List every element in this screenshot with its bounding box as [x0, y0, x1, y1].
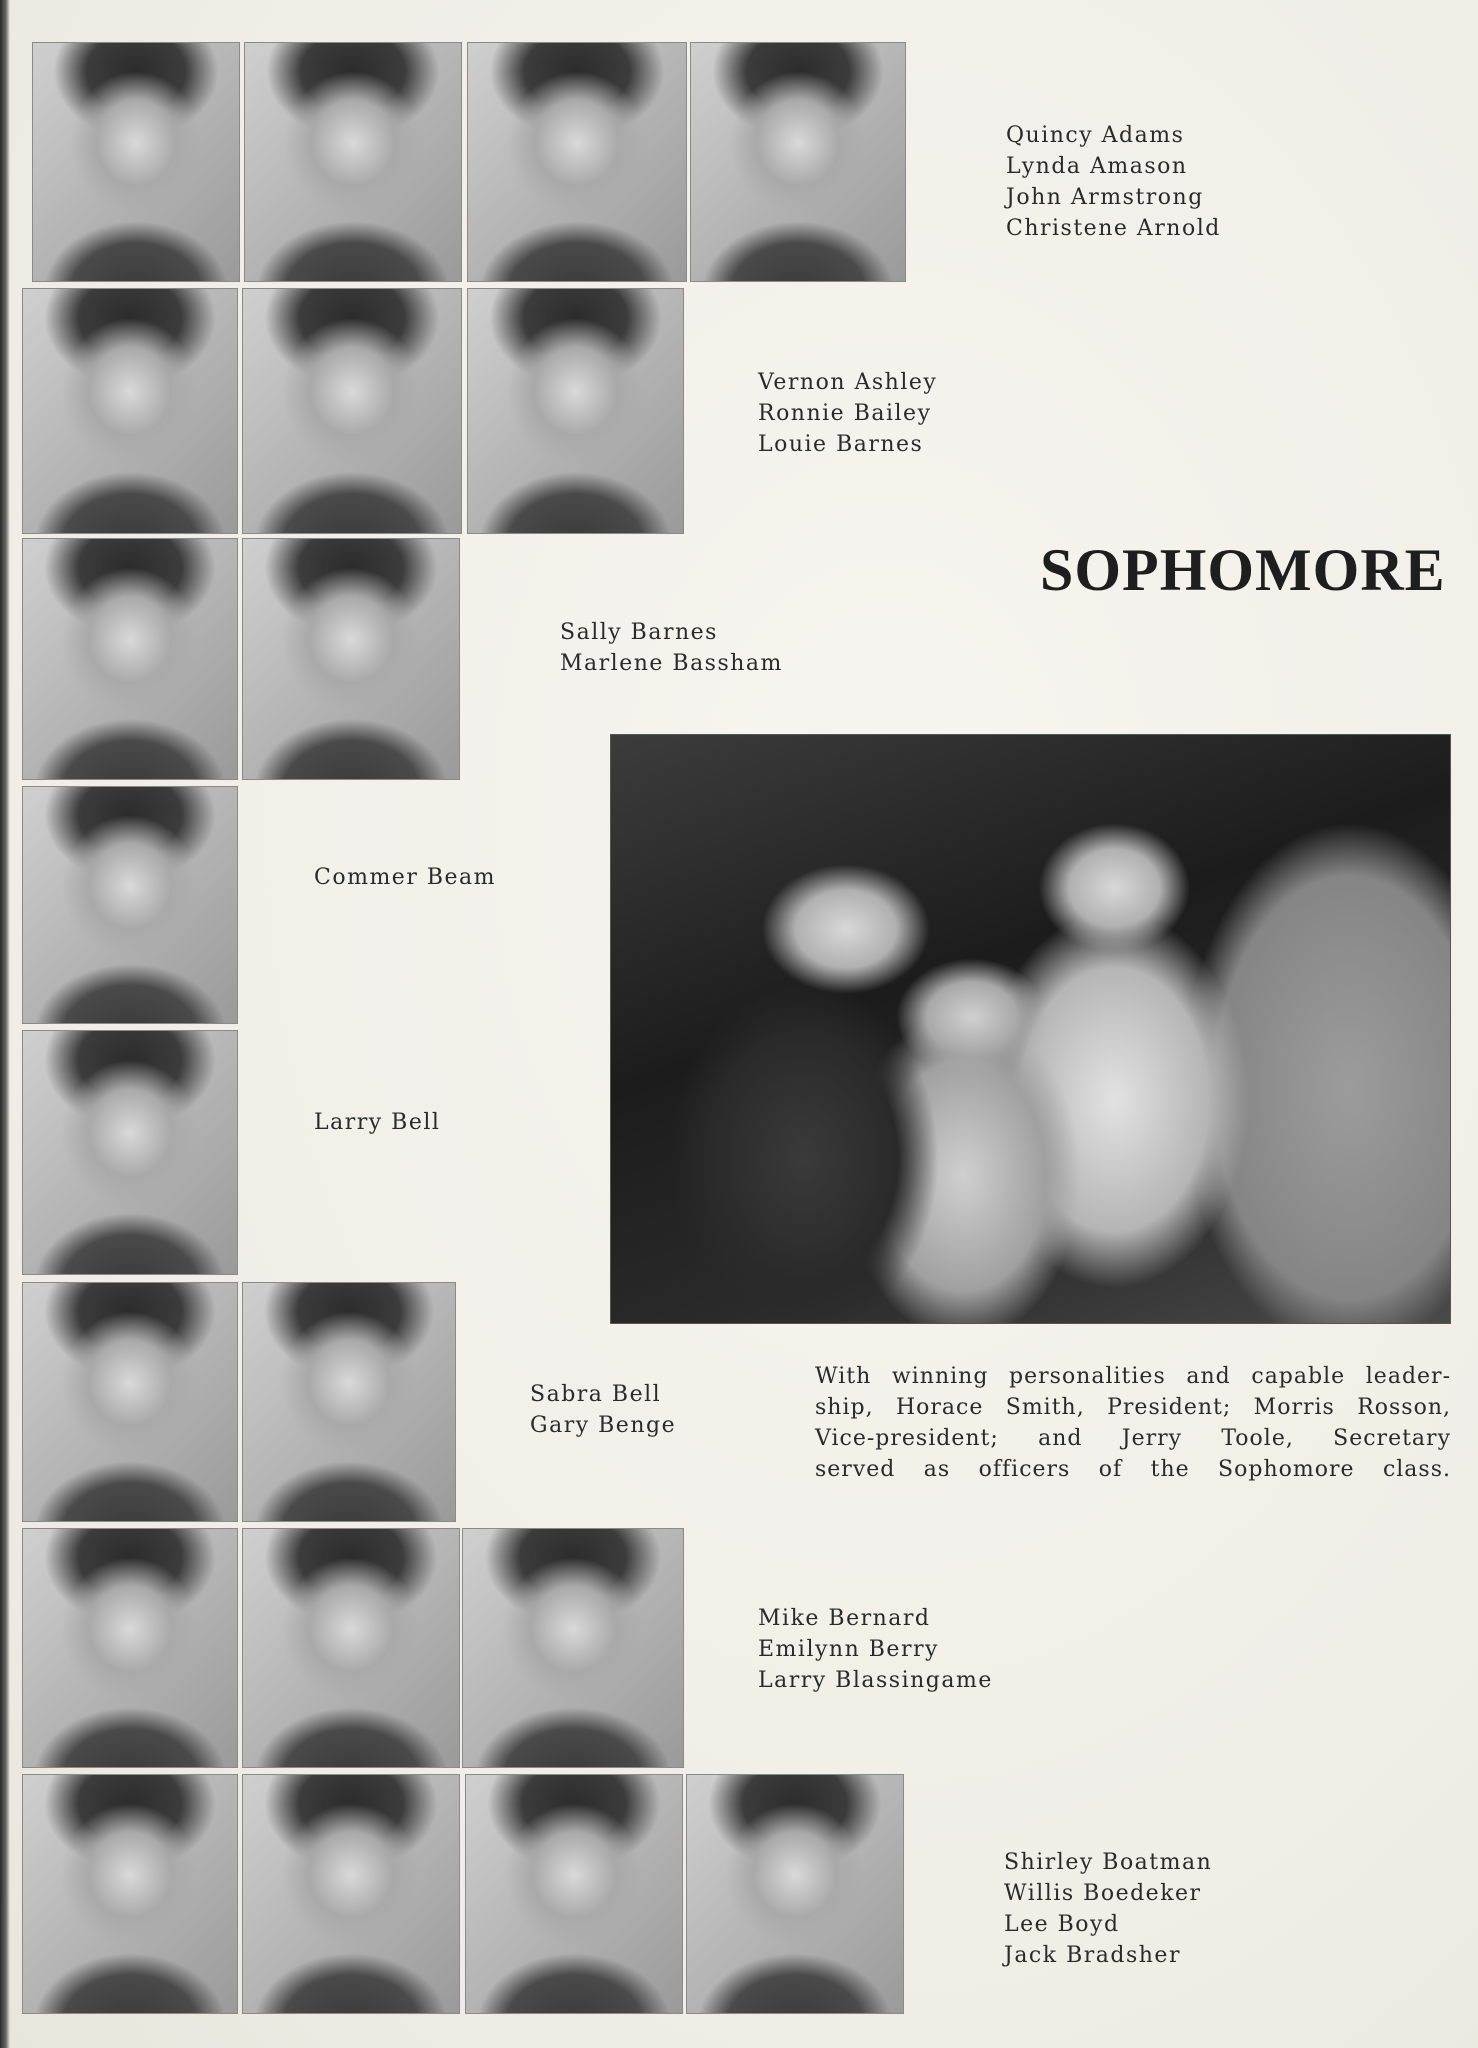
student-portrait — [467, 42, 687, 282]
student-name: Shirley Boatman — [1004, 1850, 1213, 1875]
student-portrait — [22, 1774, 238, 2014]
officers-group-photo — [610, 734, 1451, 1324]
student-name: John Armstrong — [1006, 185, 1204, 210]
student-name: Sally Barnes — [560, 620, 718, 645]
student-portrait — [22, 1030, 238, 1275]
page-title: SOPHOMORE — [1040, 537, 1446, 603]
student-portrait — [22, 538, 238, 780]
student-portrait — [242, 1774, 460, 2014]
page-binding-edge — [0, 0, 10, 2048]
student-name: Willis Boedeker — [1004, 1881, 1202, 1906]
student-portrait — [465, 1774, 683, 2014]
names-row-7 — [758, 1603, 993, 1696]
student-portrait — [242, 1528, 460, 1768]
names-row-3 — [560, 617, 783, 679]
student-name: Vernon Ashley — [758, 370, 938, 395]
student-portrait — [462, 1528, 684, 1768]
officers-caption — [815, 1361, 1451, 1485]
student-portrait — [22, 1528, 238, 1768]
student-name: Christene Arnold — [1006, 216, 1221, 241]
student-name: Emilynn Berry — [758, 1637, 939, 1662]
student-name: Marlene Bassham — [560, 651, 783, 676]
student-portrait — [22, 288, 238, 534]
student-name: Commer Beam — [314, 865, 496, 890]
student-portrait — [32, 42, 240, 282]
names-row-2 — [758, 367, 937, 460]
student-name: Louie Barnes — [758, 432, 924, 457]
student-name: Larry Blassingame — [758, 1668, 993, 1693]
caption-line: ship, Horace Smith, President; Morris Rosson, — [815, 1395, 1451, 1420]
names-row-8 — [1004, 1847, 1212, 1971]
student-portrait — [242, 538, 460, 780]
student-portrait — [242, 288, 462, 534]
student-portrait — [22, 786, 238, 1024]
student-name: Jack Bradsher — [1004, 1943, 1181, 1968]
student-name: Mike Bernard — [758, 1606, 931, 1631]
names-row-4 — [314, 862, 496, 893]
student-portrait — [244, 42, 462, 282]
names-row-6 — [530, 1379, 676, 1441]
caption-line: served as officers of the Sophomore class. — [815, 1457, 1451, 1482]
student-name: Larry Bell — [314, 1110, 441, 1135]
student-name: Ronnie Bailey — [758, 401, 932, 426]
names-row-1 — [1006, 120, 1221, 244]
student-portrait — [686, 1774, 904, 2014]
caption-line: With winning personalities and capable leader- — [815, 1364, 1451, 1389]
student-name: Quincy Adams — [1006, 123, 1185, 148]
student-portrait — [22, 1282, 238, 1522]
student-portrait — [690, 42, 906, 282]
caption-line: Vice-president; and Jerry Toole, Secretary — [815, 1426, 1451, 1451]
names-row-5 — [314, 1107, 440, 1138]
student-portrait — [467, 288, 684, 534]
student-name: Lee Boyd — [1004, 1912, 1120, 1937]
student-name: Lynda Amason — [1006, 154, 1188, 179]
student-portrait — [242, 1282, 456, 1522]
student-name: Sabra Bell — [530, 1382, 662, 1407]
student-name: Gary Benge — [530, 1413, 677, 1438]
